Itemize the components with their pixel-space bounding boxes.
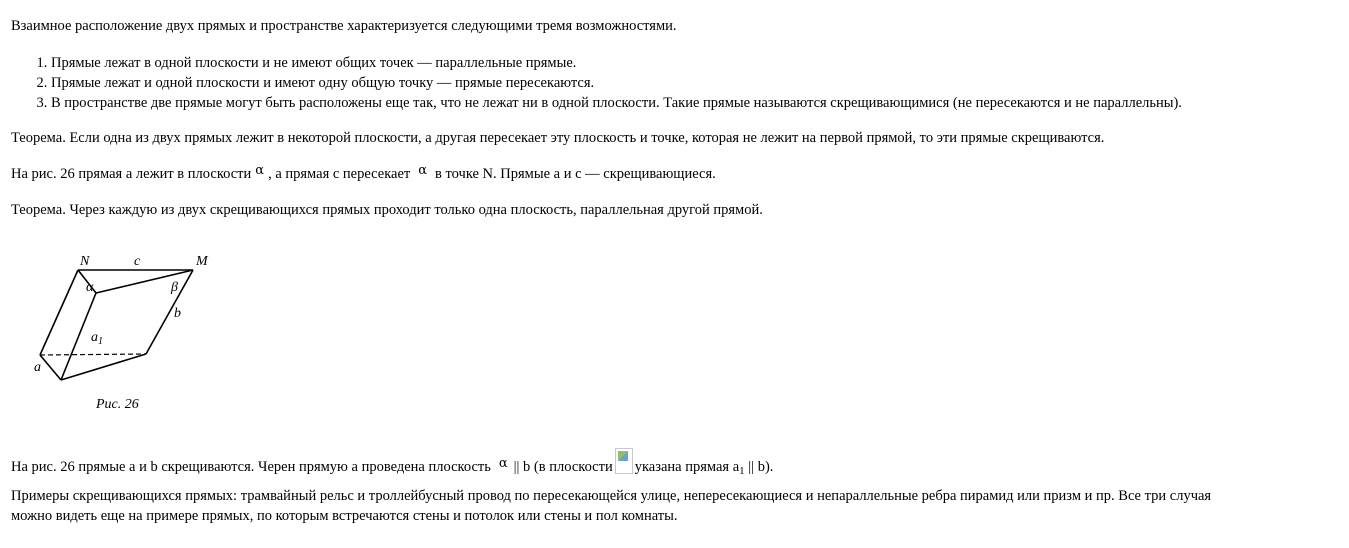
plane-bottom-edge [61,354,146,380]
examples-line-1: Примеры скрещивающихся прямых: трамвайный рельс и троллейбусный провод по пересекающейся улице, непересекающиеся и непараллельные ребра пирамид или призм и пр. Все три случая [11,488,1212,504]
figure-caption: Рис. 26 [96,397,139,412]
example-text-3: в точке N. Прямые а и с — скрещивающиеся. [435,166,716,182]
example-paragraph [11,164,716,185]
label-M: M [196,254,208,269]
example-text-1: На рис. 26 прямая а лежит в плоскости [11,166,252,182]
skew-text-1: На рис. 26 прямые а и b скрещиваются. Черен прямую а проведена плоскость [11,459,491,475]
examples-line-2: можно видеть еще на примере прямых, по которым встречаются стены и потолок или стены и пол комнаты. [11,508,678,524]
list-item: 2. Прямые лежат и одной плоскости и имеют одну общую точку — прямые пересекаются. [51,73,1182,93]
label-a1: $a_1$ [91,330,103,347]
skew-text-2: || b (в плоскости [513,459,613,475]
label-a: a [34,360,41,375]
label-b: b [174,306,181,321]
line-a [40,355,61,380]
skew-paragraph [11,448,773,481]
label-alpha: α [86,280,94,295]
example-text-2: , а прямая с пересекает [268,166,411,182]
alpha-symbol: α [498,456,508,471]
label-N: N [80,254,90,269]
possibilities-list [11,53,1182,113]
list-item: 1. Прямые лежат в одной плоскости и не имеют общих точек — параллельные прямые. [51,53,1182,73]
theorem-2: Теорема. Через каждую из двух скрещивающихся прямых проходит только одна плоскость, параллельная другой прямой. [11,202,763,218]
hidden-edge [40,354,146,355]
label-c: c [134,254,141,269]
label-beta: β [171,280,178,295]
intro-paragraph: Взаимное расположение двух прямых и пространстве характеризуется следующими тремя возможностями. [11,18,677,34]
plane-edge-left [40,270,78,355]
plane-top-edge [96,270,193,293]
alpha-symbol: α [418,163,428,178]
subscript: 1 [739,465,745,477]
figure-26 [28,246,228,416]
skew-text-3: указана прямая a [634,459,740,475]
list-item: 3. В пространстве две прямые могут быть расположены еще так, что не лежат ни в одной плоскости. Такие прямые называются скрещивающимися (не пересекаются и не параллельны). [51,93,1182,113]
line-b [146,270,193,354]
broken-image-icon [615,448,633,474]
alpha-symbol: α [255,163,265,178]
skew-text-4: || b). [748,459,774,475]
theorem-1: Теорема. Если одна из двух прямых лежит в некоторой плоскости, а другая пересекает эту плоскость и точке, которая не лежит на первой прямой, то эти прямые скрещиваются. [11,130,1105,146]
